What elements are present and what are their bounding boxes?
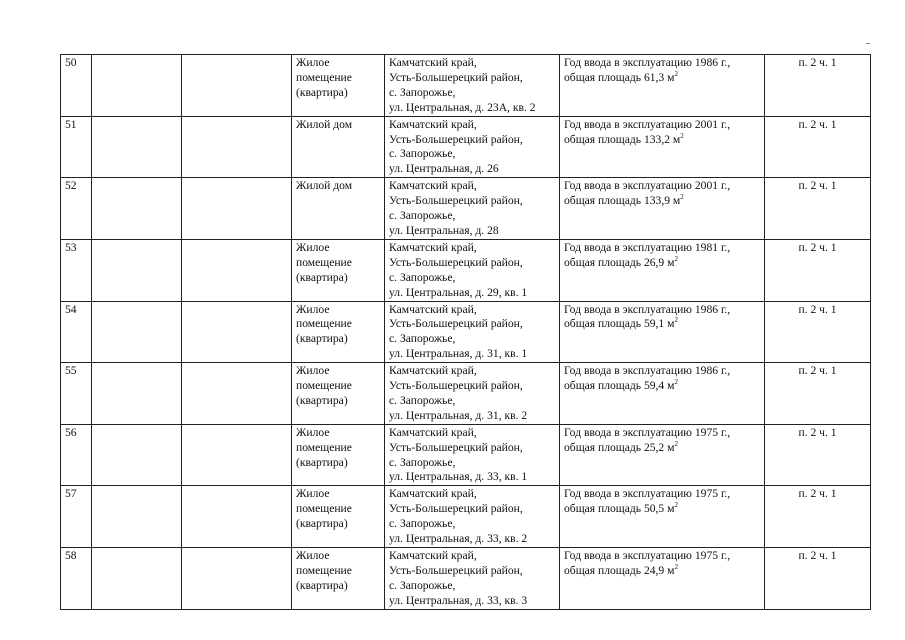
empty-cell [92,363,182,425]
area-unit-exponent: 2 [674,316,678,325]
area-value: общая площадь 59,4 м [564,379,675,393]
address-line: Усть-Большерецкий район, [389,502,523,516]
address-line: ул. Центральная, д. 33, кв. 2 [389,532,528,546]
total-area [564,564,760,579]
address-line: ул. Центральная, д. 31, кв. 1 [389,347,528,361]
table-row [61,301,871,363]
table-row [61,486,871,548]
scan-mark [866,43,870,44]
address-line: ул. Центральная, д. 31, кв. 2 [389,408,528,422]
object-type: Жилое помещение (квартира) [292,363,385,425]
address-line: Усть-Большерецкий район, [389,70,523,84]
table-row [61,116,871,178]
row-number: 53 [61,239,92,301]
object-characteristics [560,424,765,486]
legal-basis: п. 2 ч. 1 [765,116,871,178]
commission-year: Год ввода в эксплуатацию 1986 г., [564,364,731,378]
total-area [564,133,760,148]
address-line: Усть-Большерецкий район, [389,194,523,208]
area-unit-exponent: 2 [674,378,678,387]
commission-year: Год ввода в эксплуатацию 2001 г., [564,117,731,131]
object-address [385,55,560,117]
object-address [385,424,560,486]
area-unit-exponent: 2 [674,439,678,448]
legal-basis: п. 2 ч. 1 [765,363,871,425]
empty-cell [92,486,182,548]
object-characteristics [560,116,765,178]
property-table [60,54,871,610]
empty-cell [182,239,292,301]
address-line: Камчатский край, [389,425,477,439]
object-address [385,486,560,548]
commission-year: Год ввода в эксплуатацию 1986 г., [564,56,731,69]
address-line: с. Запорожье, [389,578,456,592]
address-line: с. Запорожье, [389,270,456,284]
table-body [61,55,871,610]
area-value: общая площадь 133,9 м [564,194,681,208]
object-address [385,548,560,610]
legal-basis: п. 2 ч. 1 [765,55,871,117]
address-line: Усть-Большерецкий район, [389,317,523,331]
commission-year: Год ввода в эксплуатацию 1981 г., [564,240,731,254]
empty-cell [92,116,182,178]
object-characteristics [560,486,765,548]
object-characteristics [560,363,765,425]
total-area [564,441,760,456]
table-row [61,178,871,240]
table-row [61,424,871,486]
total-area [564,379,760,394]
area-value: общая площадь 61,3 м [564,70,675,84]
address-line: ул. Центральная, д. 23А, кв. 2 [389,100,536,114]
object-address [385,239,560,301]
object-characteristics [560,55,765,117]
address-line: с. Запорожье, [389,85,456,99]
commission-year: Год ввода в эксплуатацию 1975 г., [564,425,731,439]
row-number: 58 [61,548,92,610]
address-line: Усть-Большерецкий район, [389,255,523,269]
empty-cell [92,178,182,240]
table-row [61,548,871,610]
object-address [385,301,560,363]
empty-cell [182,486,292,548]
row-number: 55 [61,363,92,425]
object-characteristics [560,178,765,240]
table-row [61,239,871,301]
area-value: общая площадь 133,2 м [564,132,681,146]
address-line: ул. Центральная, д. 33, кв. 1 [389,470,528,484]
row-number: 54 [61,301,92,363]
empty-cell [92,239,182,301]
document-page [60,54,870,610]
legal-basis: п. 2 ч. 1 [765,239,871,301]
empty-cell [182,301,292,363]
area-value: общая площадь 50,5 м [564,502,675,516]
address-line: Усть-Большерецкий район, [389,132,523,146]
area-unit-exponent: 2 [674,69,678,78]
empty-cell [92,55,182,117]
total-area [564,71,760,86]
address-line: Камчатский край, [389,487,477,501]
object-characteristics [560,301,765,363]
commission-year: Год ввода в эксплуатацию 1986 г., [564,302,731,316]
area-value: общая площадь 25,2 м [564,440,675,454]
empty-cell [182,178,292,240]
address-line: Камчатский край, [389,240,477,254]
row-number: 50 [61,55,92,117]
object-address [385,116,560,178]
legal-basis: п. 2 ч. 1 [765,486,871,548]
address-line: Камчатский край, [389,179,477,193]
empty-cell [92,424,182,486]
address-line: ул. Центральная, д. 28 [389,223,499,237]
legal-basis: п. 2 ч. 1 [765,301,871,363]
address-line: с. Запорожье, [389,147,456,161]
address-line: Камчатский край, [389,364,477,378]
empty-cell [182,363,292,425]
empty-cell [182,116,292,178]
area-unit-exponent: 2 [674,254,678,263]
address-line: с. Запорожье, [389,393,456,407]
address-line: Усть-Большерецкий район, [389,440,523,454]
address-line: Камчатский край, [389,302,477,316]
area-unit-exponent: 2 [680,193,684,202]
total-area [564,317,760,332]
object-type: Жилое помещение (квартира) [292,301,385,363]
object-type: Жилой дом [292,116,385,178]
row-number: 51 [61,116,92,178]
area-unit-exponent: 2 [674,562,678,571]
empty-cell [92,301,182,363]
table-row [61,55,871,117]
object-address [385,363,560,425]
address-line: с. Запорожье, [389,455,456,469]
address-line: Камчатский край, [389,117,477,131]
row-number: 52 [61,178,92,240]
address-line: с. Запорожье, [389,517,456,531]
table-row [61,363,871,425]
total-area [564,194,760,209]
object-type: Жилой дом [292,178,385,240]
row-number: 57 [61,486,92,548]
object-characteristics [560,548,765,610]
object-type: Жилое помещение (квартира) [292,548,385,610]
object-type: Жилое помещение (квартира) [292,486,385,548]
legal-basis: п. 2 ч. 1 [765,548,871,610]
row-number: 56 [61,424,92,486]
address-line: ул. Центральная, д. 26 [389,162,499,176]
total-area [564,256,760,271]
empty-cell [92,548,182,610]
address-line: Камчатский край, [389,549,477,562]
object-address [385,178,560,240]
empty-cell [182,548,292,610]
commission-year: Год ввода в эксплуатацию 1975 г., [564,487,731,501]
address-line: с. Запорожье, [389,209,456,223]
commission-year: Год ввода в эксплуатацию 1975 г., [564,549,731,562]
area-value: общая площадь 26,9 м [564,255,675,269]
area-value: общая площадь 59,1 м [564,317,675,331]
object-type: Жилое помещение (квартира) [292,55,385,117]
address-line: ул. Центральная, д. 33, кв. 3 [389,593,528,607]
total-area [564,502,760,517]
area-unit-exponent: 2 [680,131,684,140]
commission-year: Год ввода в эксплуатацию 2001 г., [564,179,731,193]
address-line: Усть-Большерецкий район, [389,563,523,577]
object-type: Жилое помещение (квартира) [292,424,385,486]
address-line: ул. Центральная, д. 29, кв. 1 [389,285,528,299]
legal-basis: п. 2 ч. 1 [765,424,871,486]
legal-basis: п. 2 ч. 1 [765,178,871,240]
address-line: Усть-Большерецкий район, [389,379,523,393]
area-unit-exponent: 2 [674,501,678,510]
address-line: Камчатский край, [389,56,477,69]
object-type: Жилое помещение (квартира) [292,239,385,301]
area-value: общая площадь 24,9 м [564,563,675,577]
empty-cell [182,424,292,486]
object-characteristics [560,239,765,301]
empty-cell [182,55,292,117]
address-line: с. Запорожье, [389,332,456,346]
